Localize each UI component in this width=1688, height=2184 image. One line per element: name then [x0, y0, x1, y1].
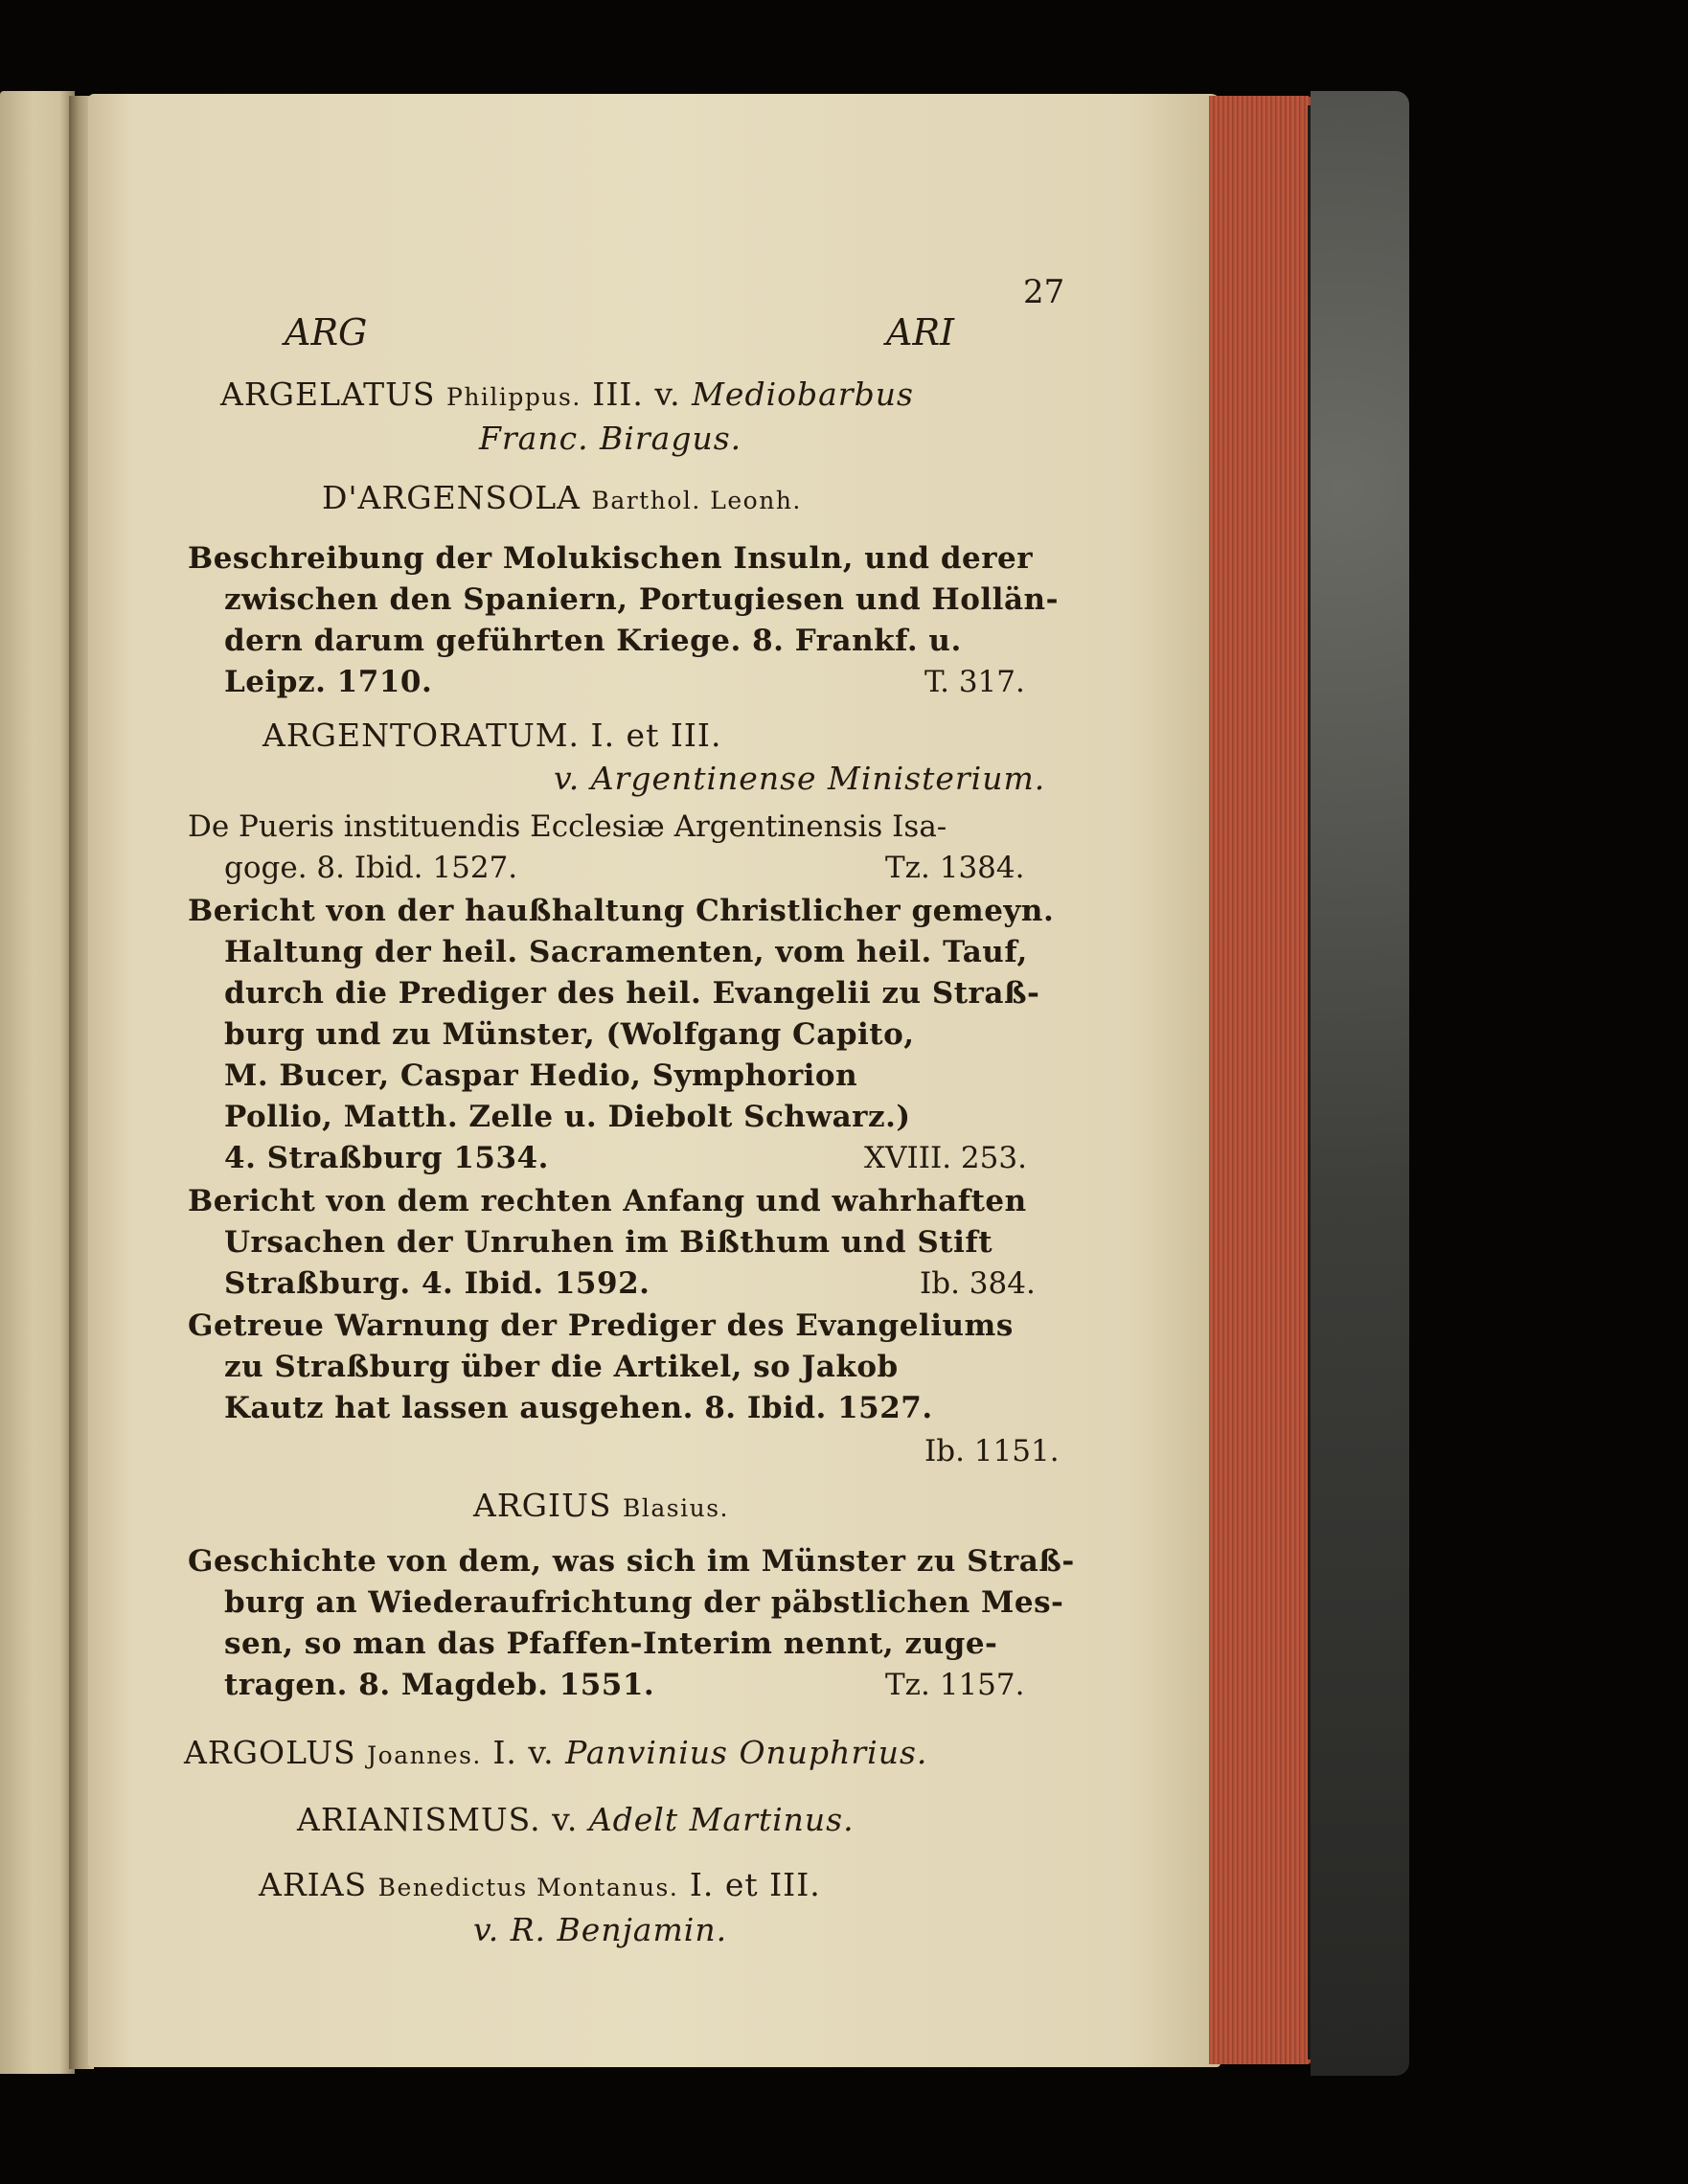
- argius-line-1: Geschichte von dem, was sich im Münster zu Straß-: [188, 1544, 1075, 1579]
- entry-name: ARIANISMUS.: [297, 1801, 541, 1838]
- work-2-line-5: M. Bucer, Caspar Hedio, Symphorion: [224, 1058, 858, 1093]
- argensola-line-4: Leipz. 1710.: [224, 665, 433, 699]
- argensola-line-3: dern darum geführten Kriege. 8. Frankf. u.: [224, 624, 962, 658]
- entry-name: ARGELATUS: [220, 375, 436, 413]
- left-page-edge: [0, 91, 75, 2074]
- work-4-line-2: zu Straßburg über die Artikel, so Jakob: [224, 1350, 899, 1384]
- cross-reference: Mediobarbus: [692, 375, 914, 413]
- work-1-line-1: De Pueris instituendis Ecclesiæ Argentinensis Isa-: [188, 809, 947, 844]
- work-1-line-2: goge. 8. Ibid. 1527.: [224, 851, 518, 885]
- work-4-line-3: Kautz hat lassen ausgehen. 8. Ibid. 1527.: [224, 1391, 933, 1425]
- work-3-line-2: Ursachen der Unruhen im Bißthum und Stift: [224, 1225, 993, 1260]
- entry-argius: [473, 1487, 729, 1524]
- argentoratum-see: v. Argentinense Ministerium.: [554, 760, 1046, 797]
- see-marker: v.: [552, 1801, 579, 1838]
- entry-given-name: Blasius.: [623, 1494, 729, 1522]
- argius-line-2: burg an Wiederaufrichtung der päbstlichen Mes-: [224, 1585, 1064, 1620]
- entry-arias: [259, 1866, 821, 1903]
- see-marker: v.: [528, 1734, 555, 1771]
- entry-name: ARIAS: [259, 1866, 368, 1903]
- work-4-line-1: Getreue Warnung der Prediger des Evangeliums: [188, 1308, 1014, 1343]
- entry-argentoratum: [262, 717, 721, 754]
- entry-name: ARGIUS: [473, 1487, 612, 1524]
- work-2-line-4: burg und zu Münster, (Wolfgang Capito,: [224, 1017, 915, 1052]
- work-1-ref: Tz. 1384.: [885, 851, 1025, 885]
- marbled-cover: [1311, 91, 1409, 2076]
- cross-reference-cont: Franc. Biragus.: [479, 420, 742, 457]
- entry-given-name: Philippus.: [446, 383, 582, 411]
- entry-arianismus: [297, 1801, 855, 1838]
- cross-reference: Adelt Martinus.: [588, 1801, 855, 1838]
- entry-argelatus: [220, 375, 914, 413]
- argensola-line-2: zwischen den Spaniern, Portugiesen und Hollän-: [224, 582, 1059, 617]
- entry-name: D'ARGENSOLA: [322, 479, 581, 516]
- entry-ref: I. et III.: [590, 717, 722, 754]
- work-2-line-6: Pollio, Matth. Zelle u. Diebolt Schwarz.): [224, 1100, 911, 1134]
- argensola-line-1: Beschreibung der Molukischen Insuln, und derer: [188, 541, 1034, 576]
- argius-line-4: tragen. 8. Magdeb. 1551.: [224, 1668, 655, 1702]
- running-head-right: ARI: [886, 311, 955, 353]
- entry-argolus: [184, 1734, 927, 1771]
- entry-name: ARGENTORATUM.: [262, 717, 581, 754]
- arias-see: v. R. Benjamin.: [473, 1911, 728, 1948]
- page-block-edge: [1209, 96, 1312, 2064]
- running-head-left: ARG: [285, 311, 368, 353]
- entry-argensola: [322, 479, 802, 516]
- work-2-line-3: durch die Prediger des heil. Evangelii zu Straß-: [224, 976, 1040, 1011]
- entry-given-name: Barthol. Leonh.: [591, 487, 802, 514]
- entry-ref: I. et III.: [689, 1866, 821, 1903]
- entry-given-name: Joannes.: [367, 1741, 482, 1769]
- page-number: 27: [1023, 273, 1065, 311]
- entry-ref: I.: [492, 1734, 517, 1771]
- argius-line-3: sen, so man das Pfaffen-Interim nennt, zuge-: [224, 1627, 998, 1661]
- work-3-ref: Ib. 384.: [920, 1266, 1036, 1301]
- see-marker: v.: [654, 375, 681, 413]
- work-2-ref: XVIII. 253.: [864, 1141, 1027, 1175]
- work-3-line-1: Bericht von dem rechten Anfang und wahrhaften: [188, 1184, 1027, 1218]
- argius-ref: Tz. 1157.: [885, 1668, 1025, 1702]
- entry-given-name: Benedictus Montanus.: [377, 1874, 679, 1901]
- entry-ref: III.: [592, 375, 644, 413]
- work-2-line-1: Bericht von der haußhaltung Christlicher gemeyn.: [188, 894, 1055, 928]
- argensola-ref: T. 317.: [924, 665, 1025, 699]
- cross-reference: Panvinius Onuphrius.: [565, 1734, 928, 1771]
- work-2-line-7: 4. Straßburg 1534.: [224, 1141, 549, 1175]
- work-3-line-3: Straßburg. 4. Ibid. 1592.: [224, 1266, 650, 1301]
- work-2-line-2: Haltung der heil. Sacramenten, vom heil. Tauf,: [224, 935, 1028, 969]
- entry-name: ARGOLUS: [184, 1734, 356, 1771]
- work-4-ref: Ib. 1151.: [924, 1434, 1060, 1468]
